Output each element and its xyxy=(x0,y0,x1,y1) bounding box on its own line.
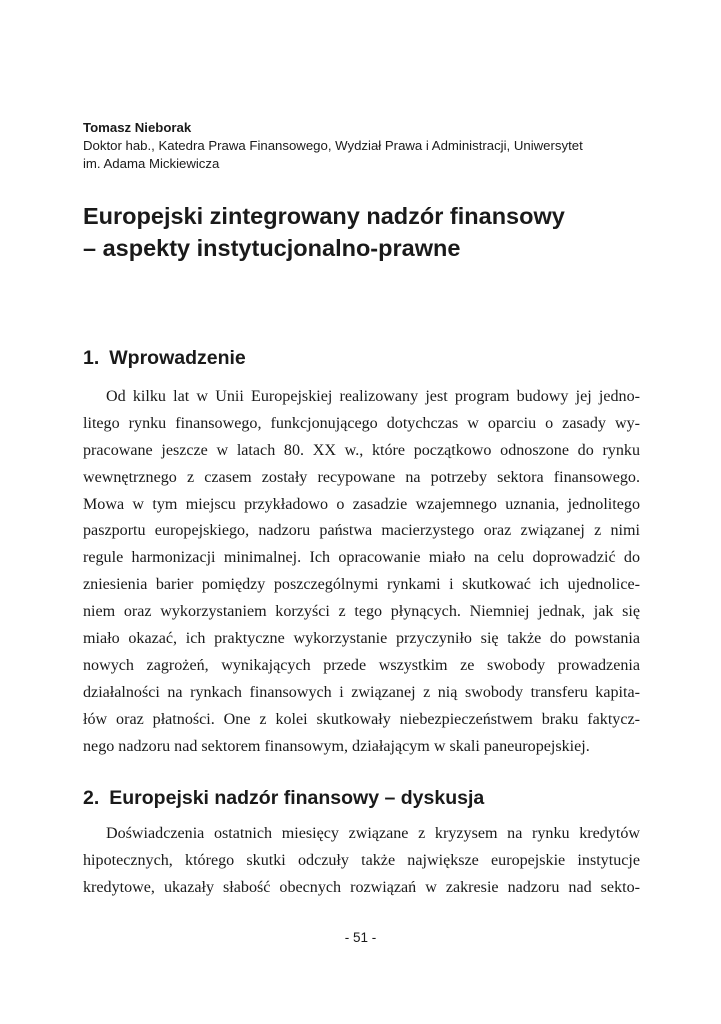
text-line: zniesienia barier pomiędzy poszczególnymi rynkami i skutkować ich ujednolice- xyxy=(83,576,640,594)
author-name: Tomasz Nieborak xyxy=(83,120,192,135)
section-number: 1. xyxy=(83,347,100,369)
author-affiliation-line: im. Adama Mickiewicza xyxy=(83,156,220,171)
section-heading-discussion xyxy=(83,786,484,810)
text-line: miało okazać, ich praktyczne wykorzystanie przyczyniło się także do powstania xyxy=(83,630,640,648)
section-number: 2. xyxy=(83,787,100,809)
section-title: Wprowadzenie xyxy=(109,347,246,369)
text-line: hipotecznych, którego skutki odczuły także największe europejskie instytucje xyxy=(83,851,640,869)
text-line: regule harmonizacji minimalnej. Ich opracowanie miało na celu doprowadzić do xyxy=(83,549,640,567)
text-line: wewnętrznego z czasem zostały recypowane na potrzeby sektora finansowego. xyxy=(83,468,640,486)
text-line: litego rynku finansowego, funkcjonującego dotychczas w oparciu o zasady wy- xyxy=(83,414,640,432)
text-line: pracowane jeszcze w latach 80. XX w., które początkowo odnoszone do rynku xyxy=(83,441,640,459)
text-line: łów oraz płatności. One z kolei skutkowały niebezpieczeństwem braku faktycz- xyxy=(83,710,640,728)
section-paragraph-introduction xyxy=(83,384,640,760)
text-line: niem oraz wykorzystaniem korzyści z tego płynących. Niemniej jednak, jak się xyxy=(83,603,640,621)
paper-title-line: Europejski zintegrowany nadzór finansowy xyxy=(83,203,565,229)
section-heading-introduction xyxy=(83,346,246,370)
text-line: Od kilku lat w Unii Europejskiej realizowany jest program budowy jej jedno- xyxy=(106,388,640,405)
text-line: Doświadczenia ostatnich miesięcy związane z kryzysem na rynku kredytów xyxy=(106,825,640,842)
text-line: działalności na rynkach finansowych i związanej z nią swobody transferu kapita- xyxy=(83,683,640,701)
section-paragraph-discussion xyxy=(83,821,640,902)
text-line: Mowa w tym miejscu przykładowo o zasadzie wzajemnego uznania, jednolitego xyxy=(83,495,640,513)
author-block xyxy=(83,119,643,173)
text-line: paszportu europejskiego, nadzoru państwa macierzystego oraz związanej z nimi xyxy=(83,522,640,540)
text-line: nowych zagrożeń, wynikających przede wszystkim ze swobody prowadzenia xyxy=(83,656,640,674)
text-line: kredytowe, ukazały słabość obecnych rozwiązań w zakresie nadzoru nad sekto- xyxy=(83,878,640,896)
paper-title-line: – aspekty instytucjonalno-prawne xyxy=(83,235,461,261)
text-line: nego nadzoru nad sektorem finansowym, działającym w skali paneuropejskiej. xyxy=(83,737,590,755)
author-affiliation-line: Doktor hab., Katedra Prawa Finansowego, Wydział Prawa i Administracji, Uniwersytet xyxy=(83,138,583,153)
paper-title xyxy=(83,200,653,264)
section-title: Europejski nadzór finansowy – dyskusja xyxy=(109,787,485,809)
page-number: - 51 - xyxy=(344,930,377,945)
